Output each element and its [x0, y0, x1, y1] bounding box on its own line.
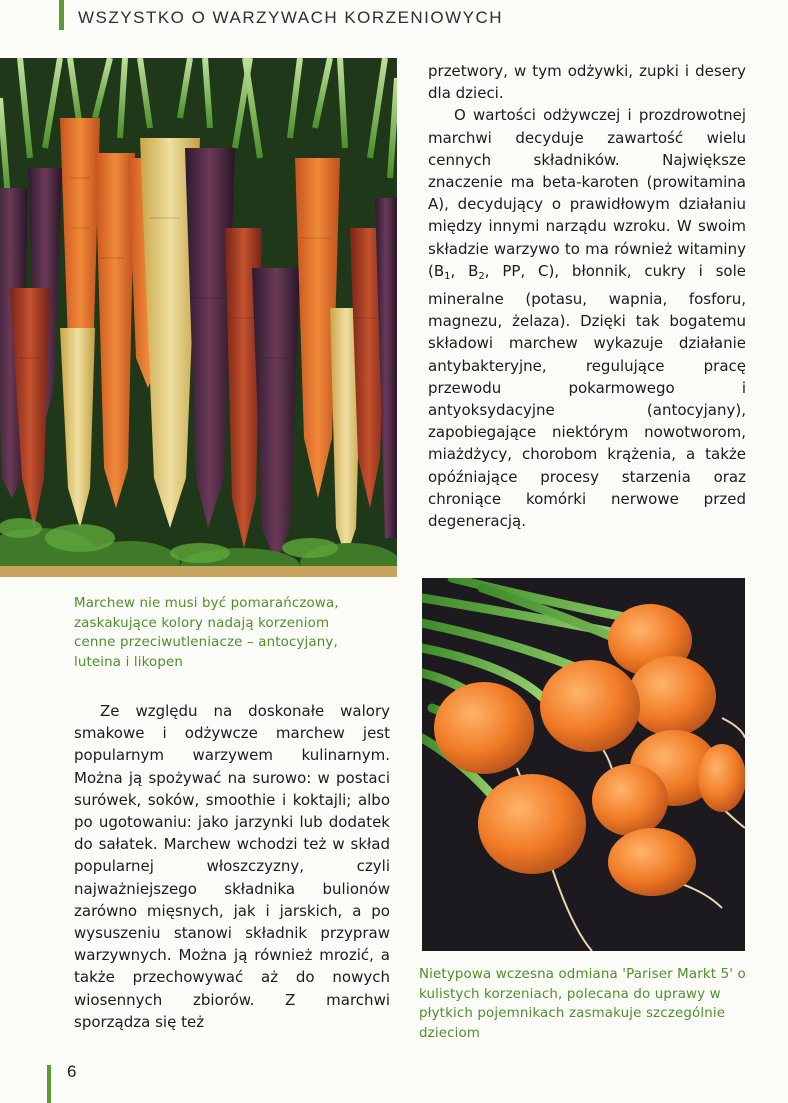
right-paragraph-2-end: , PP, C), błonnik, cukry i sole mineralne (potasu, wapnia, fosforu, magnezu, żelaza). Dzięki tak bogatemu składowi marchew wykazuje działanie antybakteryjne, regulujące pracę przewodu pokarmowego i antyoksydacyjne (antocyjany), zapobiegające niektórym nowotworom, miażdżycy, chorobom krążenia, a także opóźniające procesy starzenia oraz chroniące komórki nerwowe przed degeneracją.	[428, 261, 747, 531]
photo-caption-round-carrots: Nietypowa wczesna odmiana 'Pariser Markt 5' o kulistych korzeniach, polecana do uprawy w płytkich pojemnikach zasmakuje szczególnie dzieciom	[419, 967, 746, 1041]
running-header: WSZYSTKO O WARZYWACH KORZENIOWYCH	[78, 8, 504, 27]
photo-caption-colored-carrots: Marchew nie musi być pomarańczowa, zaskakujące kolory nadają korzeniom cenne przeciwutleniacze – antocyjany, luteina i likopen	[74, 596, 339, 670]
vitamin-separator: , B	[450, 261, 479, 280]
subscript-2: 2	[478, 270, 485, 282]
right-paragraph-1: przetwory, w tym odżywki, zupki i desery dla dzieci.	[428, 62, 746, 103]
right-column-text	[428, 60, 746, 532]
left-column-text	[74, 700, 390, 1033]
left-paragraph-1: Ze względu na doskonałe walory smakowe i odżywcze marchew jest popularnym warzywem kulinarnym. Można ją spożywać na surowo: w postaci surówek, soków, smoothie i koktajli; albo po ugotowaniu: jako jarzynki lub dodatek do sałatek. Marchew wchodzi też w skład popularnej włoszczyzny, czyli najważniejszego składnika bulionów zarówno mięsnych, jak i jarskich, a po wysuszeniu stanowi składnik przypraw warzywnych. Można ją również mrozić, a także przechowywać aż do nowych wiosennych zbiorów. Z marchwi sporządza się też	[74, 702, 390, 1031]
subscript-1: 1	[444, 270, 451, 282]
right-paragraph-2	[428, 104, 746, 532]
header-accent-bar	[59, 0, 64, 30]
page-number: 6	[67, 1062, 77, 1081]
colored-carrots-photo	[0, 58, 397, 577]
footer-accent-bar	[47, 1065, 51, 1103]
right-paragraph-2-start: O wartości odżywczej i prozdrowotnej marchwi decyduje zawartość wielu cennych składników. Największe znaczenie ma beta-karoten (prowitamina A), decydujący o prawidłowym działaniu między innymi narządu wzroku. W swoim składzie warzywo to ma również witaminy (B	[428, 106, 746, 280]
round-carrots-photo	[422, 578, 745, 951]
